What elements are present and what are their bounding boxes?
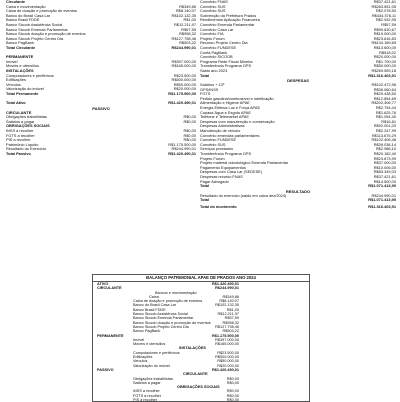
left-row-9-label: Banco PagBank [6,40,34,46]
receipts-right-column [200,0,396,210]
left-row-20-value: R$1.175.500,00 [168,90,196,96]
resultado-row-0-label: Resultado do exercício (saldo em caixa dez/2024) [200,192,287,198]
despesa-row-10-label: Manutenção de veículo [200,128,241,134]
banco-row-5-label: Banco Sicoob Emenda Parlamentar [133,316,194,321]
left-row-18-value: R$50.000,00 [173,81,196,87]
passivo-list [93,377,309,386]
banco-row-5-value: R$57,59 [224,316,239,321]
ativo-value: R$1.420.490,01 [211,282,239,286]
despesa-row-19-label: Despesas com Casa Lar (SEDESE) [200,169,263,175]
receipt-row-3-label: Subvenção da Prefeitura Prados [200,12,257,18]
resultado-row-0-value: R$244.990,01 [371,192,396,198]
banco-row-2-value: R$102.132,35 [215,303,239,308]
despesa-row-14-label: Serviços prestados [200,146,234,152]
obrig-row-2-value: R$0,00 [226,398,239,402]
passivo-row-8-label: Resultado do Exercício [6,146,47,152]
despesa-row-6-value: R$1.625,76 [375,109,396,115]
banco-row-4-value: R$12.211,97 [217,312,239,317]
despesa-row-10-value: R$2.247,99 [375,128,396,134]
despesa-row-17-label: Projeto material odontológico Emenda Parlamentar [200,160,289,166]
pas-row-1-value: R$0,00 [226,380,239,385]
left-row-15-label: INSTALAÇÕES [6,67,34,73]
passivo-label: PASSIVO [97,367,114,372]
left-row-13-value: R$397.000,00 [171,58,196,64]
passivo-row-0-label: CIRCULANTE [6,109,32,115]
passivo-row-1-label: Obrigações trabalhistas [6,114,47,120]
ativo-label: ATIVO [97,282,109,286]
left-row-22-label: Total Ativo [6,100,26,106]
despesa-row-11-label: Convênio emendas parlamentares [200,132,260,138]
obrig-row-0-label: INSS a recolher [133,389,160,394]
balance-sheet-box [92,274,310,402]
despesas-title: DESPESAS [287,78,309,84]
receipt-row-16-value: R$1.316.403,91 [368,72,396,78]
left-row-6-value: R$57,59 [181,26,196,32]
despesa-row-8-value: R$16,81 [381,118,396,124]
left-row-5-label: Banco Sicoob Assistência Social [6,21,63,27]
passivo-row-9-value: R$1.420.490,01 [168,151,196,156]
passivo-row-5-label: FGTS a recolher [6,132,35,138]
passivo-row-4-value: R$0,00 [183,128,196,134]
perm-row-0-label: Imóvel [133,337,145,342]
banco-row-1-value: R$8.140,07 [219,299,239,304]
resultado-row-1-value: R$1.071.413,90 [368,197,396,203]
left-row-2-value: R$8.140,07 [175,8,196,14]
obrig-row-2 [93,398,309,402]
banco-row-1-label: Caixa de doação e promoção de eventos [133,299,203,304]
despesa-row-16-value: R$23.873,99 [373,155,396,161]
left-row-4-label: Banco Brasil FDDE [6,17,40,23]
receipt-row-12-value: R$20.000,00 [373,54,396,60]
banco-row-3-value: R$1,00 [226,307,239,312]
left-row-14-label: Móveis e utensílios [6,63,40,69]
perm-row-0-value: R$397.000,00 [215,337,239,342]
receipt-row-15-value: R$269.559,18 [371,67,396,73]
left-row-3-value: R$102.132,35 [171,12,196,18]
despesa-row-15-value: R$20.182,40 [373,151,396,156]
left-row-14-value: R$165.000,00 [171,63,196,69]
receipt-row-12-label: Convênio SICOOB [200,54,233,60]
perm-row-1-value: R$165.000,00 [215,342,239,347]
despesa-row-19-value: R$83.349,03 [373,169,396,175]
despesa-row-2-value: R$29.438,50 [373,91,396,97]
despesa-row-1-label: GPS/INSS [200,86,219,92]
passivo-row-3-label: OBRIGAÇÕES SOCIAIS [6,123,50,129]
left-row-2-label: Caixa de doação e promoção de eventos [6,8,77,14]
receipt-row-3-value: R$434.378,11 [371,12,396,18]
inst-row-0-value: R$23.500,00 [217,350,239,355]
passivo-row-2-value: R$0,00 [183,118,196,124]
receipt-row-2-label: Convênio SUS [200,8,226,14]
despesa-row-5-label: Energia Elétrica Luz e Força APAE [200,105,261,111]
banco-row-2-label: Banco do Brasil Casa Lar [133,303,177,308]
despesa-row-12-label: Convênio FUNDESE [200,137,237,143]
left-row-18-label: Veículos [6,81,21,87]
left-row-22-value: R$1.420.490,01 [168,100,196,106]
obrig-row-1-label: FGTS a recolher [133,393,162,398]
despesa-row-4-value: R$202.306,77 [371,100,396,106]
inst-row-1-value: R$500.000,00 [215,355,239,360]
left-row-0-label: Circulante [6,0,26,4]
passivo-row-8-value: R$244.990,01 [171,146,196,152]
despesa-row-21-label: Pagar Advogado [200,178,229,184]
pas-row-0-value: R$0,00 [226,376,239,381]
receipt-row-9-value: R$134.189,65 [371,40,396,46]
left-row-16-value: R$23.500,00 [173,72,196,78]
receipt-row-16-label: Total [200,72,210,78]
passivo-row-1-value: R$0,00 [183,114,196,120]
passivo-row-4-label: INSS a recolher [6,128,34,134]
despesa-row-14-value: R$2.986,10 [375,146,396,152]
banco-row-0-label: Caixa [149,294,159,299]
passivo-row-6-label: PIS a recolher [6,137,31,143]
receipt-row-13-label: Programa Rede Fiscal Mineira [200,58,253,64]
banco-row-7-label: Banco Sicoob Projeto Centro Dia [133,324,189,329]
despesa-row-15-label: Transferência Programa GPS [200,151,252,156]
despesa-row-1-value: R$36.060,64 [373,86,396,92]
receipt-row-9-label: Recurso Projeto Centro Dia [200,40,248,46]
despesa-row-18-value: R$10.006,00 [373,164,396,170]
banco-row-3-label: Banco Brasil FDDE [133,307,166,312]
obrigacoes-list [93,389,309,402]
circulante-value: R$244.990,01 [215,286,239,291]
despesa-row-8-label: Despesas com manutenção e conservação [200,118,275,124]
despesa-row-3-label: Pedido gasolina/combustível e lubrificação [200,95,274,101]
despesa-row-0-label: Salários + 13º [200,82,225,88]
left-row-5-value: R$12.211,97 [174,21,196,27]
despesa-row-11-value: R$113.675,29 [371,132,396,138]
left-row-8-value: R$127.798,46 [171,35,196,41]
receipt-row-0-label: Convênio FNAS [200,0,228,4]
receipt-row-13-value: R$1.700,00 [375,58,396,64]
despesa-row-13-value: R$39.038,14 [373,141,396,147]
passivo-row-7-value: R$1.175.500,00 [168,141,196,147]
inst-row-2-label: Veículos [133,359,148,364]
left-row-13-label: Imóvel [6,58,18,64]
passivo-row-7-label: Patrimônio Líquido [6,141,39,147]
left-row-19-label: Valorização do imóvel [6,86,44,92]
despesa-row-5-value: R$2.754,44 [375,105,396,111]
receipt-row-1-label: Convênio SUS [200,3,226,9]
left-row-20-label: Total Permanente [6,90,39,96]
despesa-row-7-value: R$1.054,40 [375,114,396,120]
despesa-row-18-label: Pagamento Equipamentos [200,164,246,170]
receipt-row-1-value: R$263.551,05 [371,3,396,9]
passivo-value: R$1.420.490,01 [211,367,239,372]
left-row-17-value: R$500.000,00 [171,77,196,83]
inst-row-3-label: Valorização do imóvel [133,363,170,368]
despesa-row-17-value: R$37.000,00 [373,160,396,166]
instalacoes-label: INSTALAÇÕES [179,346,206,351]
despesa-row-4-label: Alimentação e Higiene APAE [200,100,250,106]
inst-row-1-label: Edificações [133,355,153,360]
left-row-12-label: PERMANENTE [6,54,34,60]
left-row-7-value: R$958,32 [179,31,196,37]
resultado-title: RESULTADO [285,188,311,194]
resultado-row-1-label: Total [200,197,210,203]
receipt-row-0-value: R$37.421,61 [373,0,396,4]
despesa-row-16-label: Projeto Fórum [200,155,225,161]
left-row-10-value: R$244.990,01 [171,44,196,50]
inst-row-3-value: R$20.000,00 [217,363,239,368]
left-row-4-value: R$1,00 [183,17,196,23]
total-movimento-value: R$1.316.403,91 [368,204,396,210]
passivo-row-9-label: Total Passivo [6,151,31,156]
balance-title: BALANÇO PATRIMONIAL APAE DE PRADOS ANO 2024 [93,275,309,282]
passivo-row-2-label: Salários a pagar [6,118,35,124]
obrig-row-0-value: R$0,00 [226,389,239,394]
despesa-row-13-label: Convênio SUS [200,141,226,147]
despesa-row-9-label: Despesas Administrativas [200,123,245,129]
receipt-row-11-value: R$518,02 [379,49,396,55]
left-row-19-value: R$20.000,00 [173,86,196,92]
receipt-row-2-value: R$2.078,50 [375,8,396,14]
receipt-row-14-label: Transferência Programa GPS [200,63,252,69]
instalacoes-list [93,351,309,368]
receipt-row-8-value: R$23.616,83 [373,35,396,41]
banco-row-6-label: Banco Sicoob doação e promoção de eventos [133,320,211,325]
left-row-7-label: Banco Sicoob doação e promoção de eventos [6,31,86,37]
inst-row-2-value: R$50.000,00 [217,359,239,364]
left-row-16-label: Computadores e periféricos [6,72,54,78]
left-row-8-label: Banco Sicoob Projeto Centro Dia [6,35,64,41]
banco-row-6-value: R$958,32 [222,320,239,325]
banco-row-8-value: R$503,22 [222,329,239,334]
despesa-row-2-label: FGTS [200,91,211,97]
balance-left-column [6,0,196,157]
despesa-row-6-label: Copasa Água e Esgoto APAE [200,109,251,115]
banco-row-4-label: Banco Sicoob Assistência Social [133,312,188,317]
despesa-row-7-label: Telefone e Telemarket APAE [200,114,249,120]
permanente-value: R$1.175.500,00 [211,333,239,338]
receipt-row-8-label: Projeto Fórum [200,35,225,41]
despesa-row-3-value: R$12.854,69 [373,95,396,101]
permanente-label: PERMANENTE [97,333,124,338]
receipt-row-7-label: Convênio FIA [200,31,224,37]
bancos-list [93,295,309,334]
obrig-row-2-label: PIS a recolher [133,398,158,402]
left-row-1-label: Caixa e movimentação [6,3,46,9]
left-row-1-value: R$349,86 [179,3,196,9]
despesa-row-12-value: R$102.406,48 [371,137,396,143]
banco-row-0-value: R$349,86 [222,294,239,299]
obrig-row-1-value: R$0,00 [226,393,239,398]
despesa-row-20-value: R$37.421,61 [373,173,396,179]
receipt-row-4-label: Rendimentos Aplicação Financeira [200,17,260,23]
left-row-9-value: R$503,22 [179,40,196,46]
inst-row-0-label: Computadores e periféricos [133,350,180,355]
receipt-row-4-value: R$2.932,95 [375,17,396,23]
left-row-10-label: Total Circulante [6,44,36,50]
despesa-row-22-value: R$1.071.413,90 [368,183,396,189]
left-row-3-label: Banco do Brasil Casa Lar [6,12,51,18]
despesa-row-21-value: R$14.500,00 [373,178,396,184]
receipt-row-5-label: Convênio Emenda Parlamentar [200,21,255,27]
bancos-label: Bancos e movimentação [155,290,197,295]
receipt-row-14-value: R$50.000,00 [373,63,396,69]
passivo-row-6-value: R$0,00 [183,137,196,143]
total-movimento [200,205,396,210]
passivo-circulante-label: CIRCULANTE [183,372,208,377]
receipt-row-6-label: Convênio Casa Lar [200,26,234,32]
circulante-label: CIRCULANTE [97,286,122,291]
receipt-row-5-value: R$57,59 [381,21,396,27]
left-row-6-label: Banco Sicoob Emenda Parlamentar [6,26,68,32]
pas-row-0-label: Obrigações trabalhistas [133,376,173,381]
receipt-row-11-label: Conta PagBank [200,49,228,55]
receipt-row-6-value: R$99.630,67 [373,26,396,32]
receipt-row-10-value: R$13.600,00 [373,44,396,50]
passivo-row-9 [6,152,196,157]
left-row-17-label: Edificações [6,77,26,83]
receipt-row-15-label: Saldo ano 2023 [200,67,228,73]
despesa-row-0-value: R$102.472,96 [371,82,396,88]
perm-row-1-label: Móveis e utensílios [133,342,166,347]
despesa-row-9-value: R$92.001,03 [373,123,396,129]
total-movimento-label: Total do movimento [200,204,237,210]
receipt-row-7-value: R$15.000,00 [373,31,396,37]
resultado-row-1 [200,198,396,203]
banco-row-8-label: Banco PagBank [133,329,161,334]
banco-row-7-value: R$127.798,46 [215,324,239,329]
passivo-row-5-value: R$0,00 [183,132,196,138]
passivo-title: PASSIVO [92,105,110,111]
receipt-row-10-label: Convênio FUNDESE [200,44,237,50]
despesa-row-22-label: Total [200,183,210,189]
despesa-row-20-label: Despesas recurso FNAS [200,173,243,179]
pas-row-1-label: Salários a pagar [133,380,161,385]
obrigacoes-label: OBRIGAÇÕES SOCIAIS [177,385,220,390]
